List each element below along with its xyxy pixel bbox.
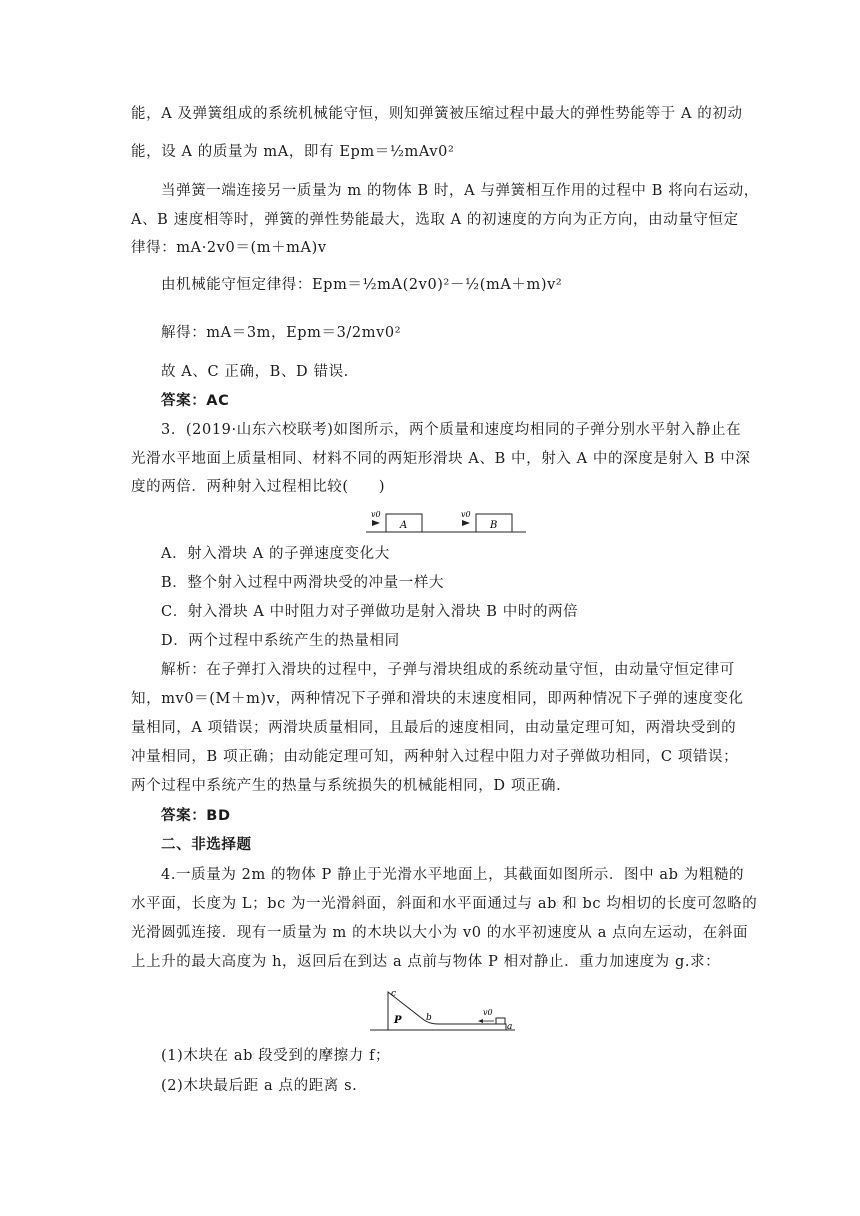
text-line: 水平面，长度为 L；bc 为一光滑斜面，斜面和水平面通过与 ab 和 bc 均相切的长度可忽略的 [131, 896, 758, 912]
text-line: 上上升的最大高度为 h，返回后在到达 a 点前与物体 P 相对静止．重力加速度为 g.求： [131, 954, 721, 970]
text-line: 光滑水平地面上质量相同、材料不同的两矩形滑块 A、B 中，射入 A 中的深度是射入 B 中深 [131, 451, 751, 467]
point-a-label: a [507, 1022, 513, 1032]
point-c-label: c [391, 989, 397, 999]
text-line: 能，A 及弹簧组成的系统机械能守恒，则知弹簧被压缩过程中最大的弹性势能等于 A 的初动 [131, 106, 743, 122]
point-b-label: b [426, 1013, 432, 1023]
text-line: 冲量相同，B 项正确；由动能定理可知，两种射入过程中阻力对子弹做功相同，C 项错误； [131, 749, 739, 765]
option-c: C．射入滑块 A 中时阻力对子弹做功是射入滑块 B 中时的两倍 [161, 604, 579, 620]
subquestion-2: (2)木块最后距 a 点的距离 s. [161, 1078, 358, 1094]
text-line: 律得：mA·2v0＝(m＋mA)v [131, 240, 327, 256]
text-line: A、B 速度相等时，弹簧的弹性势能最大，选取 A 的初速度的方向为正方向，由动量守恒定 [131, 212, 739, 228]
text-line: 解得：mA＝3m，Epm＝3/2mv0² [161, 325, 402, 341]
v0-label: v0 [371, 510, 381, 519]
answer-label: 答案：AC [161, 393, 230, 409]
block-b-label: B [490, 520, 498, 531]
text-line: 度的两倍．两种射入过程相比较( ) [131, 479, 386, 495]
option-b: B．整个射入过程中两滑块受的冲量一样大 [161, 575, 445, 591]
v0-label: v0 [483, 1008, 493, 1017]
block-a-label: A [400, 520, 408, 531]
bullet-blocks-figure [366, 508, 528, 534]
text-line: 能，设 A 的质量为 mA，即有 Epm＝½mAv0² [131, 144, 455, 160]
text-line: 故 A、C 正确，B、D 错误. [161, 364, 349, 380]
incline-figure [370, 986, 520, 1034]
question-3: 3．(2019·山东六校联考)如图所示，两个质量和速度均相同的子弹分别水平射入静止在 [161, 422, 742, 438]
text-line: 知，mv0＝(M＋m)v，两种情况下子弹和滑块的末速度相同，即两种情况下子弹的速度变化 [131, 691, 744, 707]
text-line: 由机械能守恒定律得：Epm＝½mA(2v0)²－½(mA＋m)v² [161, 277, 563, 293]
option-a: A．射入滑块 A 的子弹速度变化大 [161, 546, 390, 562]
subquestion-1: (1)木块在 ab 段受到的摩擦力 f； [161, 1048, 391, 1064]
text-line: 两个过程中系统产生的热量与系统损失的机械能相同，D 项正确. [131, 778, 562, 794]
v0-label: v0 [461, 510, 471, 519]
text-line: 光滑圆弧连接．现有一质量为 m 的木块以大小为 v0 的水平初速度从 a 点向左运动，在斜面 [131, 925, 749, 941]
body-p-label: P [394, 1015, 402, 1026]
text-line: 量相同，A 项错误；两滑块质量相同，且最后的速度相同，由动量定理可知，两滑块受到的 [131, 720, 737, 736]
text-line: 当弹簧一端连接另一质量为 m 的物体 B 时，A 与弹簧相互作用的过程中 B 将向右运动， [161, 183, 759, 199]
analysis-text: 解析：在子弹打入滑块的过程中，子弹与滑块组成的系统动量守恒，由动量守恒定律可 [161, 662, 735, 678]
question-4: 4.一质量为 2m 的物体 P 静止于光滑水平地面上，其截面如图所示．图中 ab 为粗糙的 [161, 867, 745, 883]
option-d: D．两个过程中系统产生的热量相同 [161, 633, 400, 649]
answer-label: 答案：BD [161, 808, 231, 824]
section-heading: 二、非选择题 [161, 837, 252, 853]
